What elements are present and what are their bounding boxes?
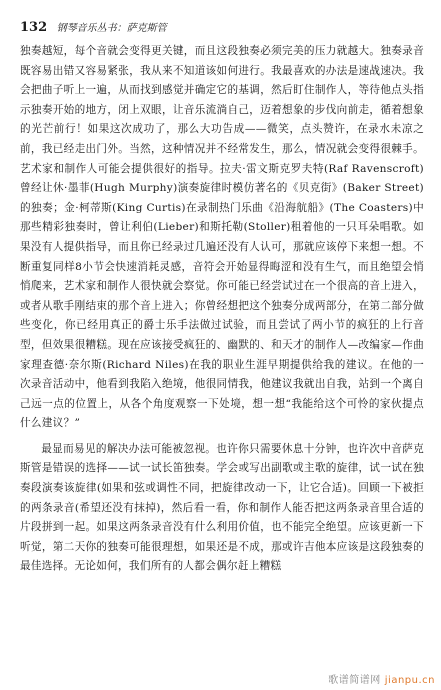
watermark [328,671,435,686]
running-title: 钢琴音乐丛书：萨克斯管 [56,23,167,34]
paragraph-2: 最显而易见的解决办法可能被忽视。也许你只需要休息十分钟，也许次中音萨克斯管是错误的选择——试一试长笛独奏。学会或写出副歌或主歌的旋律，试一试在独奏段演奏该旋律(如果和弦或调性不同，把旋律改动一下，让它合适)。回顾一下被拒的两条录音(希望还没有抹掉)，然后看一看，你和制作人能否把这两条录音里合适的片段拼到一起。如果这两条录音没有什么利用价值，也不能完全绝望。应该更新一下听觉，第二天你的独奏可能很理想，如果还是不成，那或许吉他本应该是这段独奏的最佳选择。无论如何，我们所有的人都会偶尔赶上糟糕 [20,442,424,573]
body-text [20,42,424,583]
page-number: 132 [20,20,48,35]
watermark-label: 歌谱简谱网 [328,675,381,686]
watermark-domain: jianpu.cn [384,675,435,686]
paragraph-1: 独奏越短，每个音就会变得更关键，而且这段独奏必须完美的压力就越大。独奏录音既容易出错又容易紧张，我从来不知道该如何进行。我最喜欢的办法是速战速决。我会把曲子听上一遍，从而找到感觉并确定它的基调，然后盯住制作人，等待他点头指示独奏开始的地方，闭上双眼，让音乐流淌自己，迈着想象的步伐向前走，循着想象的光芒前行！如果这次成功了，那么大功告成——微笑，点头赞许，在录水未凉之前，我已经走出门外。当然，这种情况并不经常发生，那么，情况就会变得很棘手。艺术家和制作人可能会提供很好的指导。拉夫·雷文斯克罗夫特(Raf Ravenscroft)曾经让休·墨菲(Hugh Murphy)演奏旋律时模仿著名的《贝克街》(Baker Street)的独奏；金·柯蒂斯(King Curtis)在录制热门乐曲《沿海航船》(The Coasters)中那些精彩独奏时，曾让利伯(Lieber)和斯托勒(Stoller)租着他的一只耳朵唱歌。如果没有人提供指导，而且你已经录过几遍还没有人认可，那就应该停下来想一想。不断重复同样8小节会快速消耗灵感，音符会开始显得晦涩和没有生气，而且绝望会悄悄爬来，艺术家和制作人很快就会察觉。你可能已经尝试过在一个很高的音上进入，或者从歌手刚结束的那个音上进入；你曾经想把这个独奏分成两部分，在第二部分做些变化，你已经用真正的爵士乐手法做过试验，而且尝试了两小节的疯狂的上行音型，但效果很糟糕。现在应该接受疯狂的、幽默的、和天才的制作人—改编家—作曲家理查德·奈尔斯(Richard Niles)在我的职业生涯早期提供给我的建议。在他的一次录音活动中，他看到我陷入绝境，他很同情我，他建议我就出自我，站到一个离自己远一点的位置上，从各个角度观察一下处境，想一想“我能给这个可怜的家伙提点什么建议？” [20,45,424,430]
page-header [20,18,424,38]
